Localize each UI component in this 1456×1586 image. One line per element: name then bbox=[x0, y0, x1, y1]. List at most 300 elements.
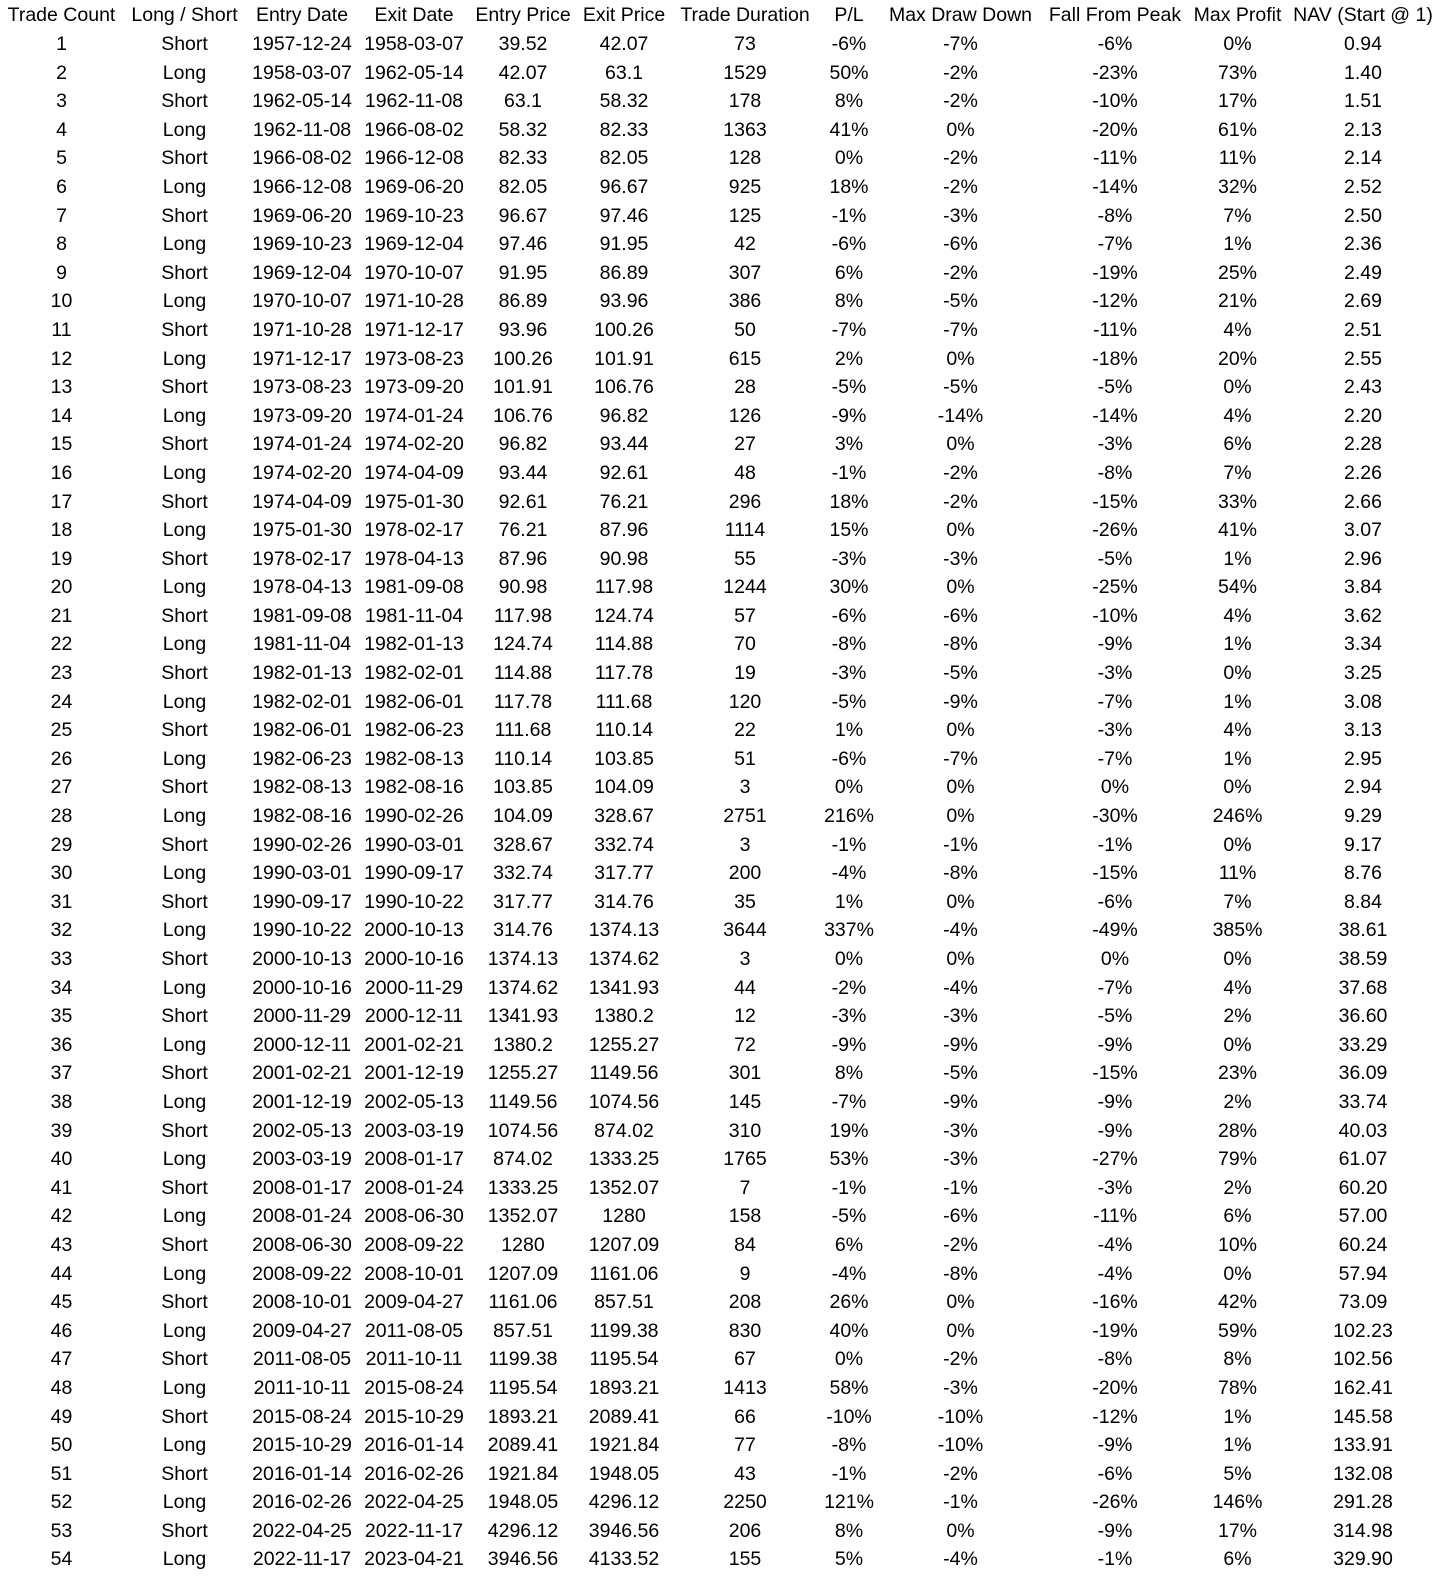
cell-nav: 2.52 bbox=[1344, 175, 1382, 198]
cell-nav: 60.24 bbox=[1338, 1233, 1388, 1256]
cell-nav: 1.40 bbox=[1344, 61, 1382, 84]
cell-long-short: Short bbox=[161, 261, 208, 284]
cell-entry-date: 1978-02-17 bbox=[252, 547, 352, 570]
cell-entry-price: 4296.12 bbox=[487, 1519, 559, 1542]
cell-max-draw-down: -6% bbox=[943, 233, 978, 256]
cell-max-profit: 7% bbox=[1223, 890, 1252, 913]
cell-trade-count: 3 bbox=[56, 90, 67, 113]
table-row bbox=[0, 373, 1440, 402]
cell-max-draw-down: -9% bbox=[943, 1033, 978, 1056]
cell-entry-date: 1966-12-08 bbox=[252, 175, 352, 198]
cell-max-draw-down: -2% bbox=[943, 261, 978, 284]
cell-max-draw-down: 0% bbox=[946, 347, 975, 370]
cell-exit-price: 96.67 bbox=[599, 175, 649, 198]
cell-pl: 41% bbox=[829, 118, 869, 141]
table-row bbox=[0, 916, 1440, 945]
cell-pl: -2% bbox=[831, 976, 867, 999]
cell-max-draw-down: -9% bbox=[943, 690, 978, 713]
cell-exit-date: 1969-12-04 bbox=[364, 233, 464, 256]
cell-max-draw-down: 0% bbox=[946, 1291, 975, 1314]
cell-long-short: Long bbox=[162, 1090, 207, 1113]
cell-entry-price: 1893.21 bbox=[487, 1405, 559, 1428]
cell-trade-duration: 200 bbox=[728, 862, 762, 885]
cell-long-short: Short bbox=[161, 1405, 208, 1428]
table-row bbox=[0, 1488, 1440, 1517]
cell-trade-count: 46 bbox=[50, 1319, 73, 1342]
cell-pl: -1% bbox=[831, 204, 867, 227]
cell-entry-date: 1982-06-23 bbox=[252, 747, 352, 770]
cell-exit-date: 1974-01-24 bbox=[364, 404, 464, 427]
cell-entry-price: 1341.93 bbox=[487, 1005, 559, 1028]
cell-trade-count: 50 bbox=[50, 1434, 73, 1457]
cell-nav: 1.51 bbox=[1344, 90, 1382, 113]
cell-long-short: Long bbox=[162, 461, 207, 484]
table-row bbox=[0, 1260, 1440, 1289]
cell-trade-count: 28 bbox=[50, 805, 73, 828]
cell-exit-date: 2008-09-22 bbox=[364, 1233, 464, 1256]
cell-exit-price: 82.05 bbox=[599, 147, 649, 170]
cell-entry-price: 92.61 bbox=[498, 490, 548, 513]
cell-trade-count: 47 bbox=[50, 1348, 73, 1371]
cell-long-short: Long bbox=[162, 118, 207, 141]
table-row bbox=[0, 716, 1440, 745]
table-row bbox=[0, 945, 1440, 974]
cell-fall-from-peak: -3% bbox=[1097, 1176, 1133, 1199]
cell-trade-count: 11 bbox=[51, 318, 72, 341]
cell-entry-price: 1374.62 bbox=[487, 976, 559, 999]
cell-fall-from-peak: -20% bbox=[1092, 1376, 1138, 1399]
cell-entry-date: 2002-05-13 bbox=[252, 1119, 352, 1142]
cell-trade-duration: 9 bbox=[739, 1262, 751, 1285]
cell-trade-duration: 307 bbox=[728, 261, 762, 284]
cell-entry-date: 2011-10-11 bbox=[253, 1376, 351, 1399]
cell-trade-duration: 1765 bbox=[723, 1148, 767, 1171]
cell-exit-date: 2000-12-11 bbox=[364, 1005, 464, 1028]
cell-entry-date: 2008-01-24 bbox=[252, 1205, 352, 1228]
cell-max-profit: 1% bbox=[1223, 1405, 1252, 1428]
cell-entry-price: 82.05 bbox=[498, 175, 548, 198]
cell-max-draw-down: -2% bbox=[943, 461, 978, 484]
cell-nav: 2.49 bbox=[1344, 261, 1382, 284]
cell-trade-duration: 158 bbox=[728, 1205, 762, 1228]
table-row bbox=[0, 802, 1440, 831]
cell-exit-date: 1982-06-01 bbox=[364, 690, 464, 713]
cell-entry-price: 100.26 bbox=[493, 347, 553, 370]
cell-entry-date: 1990-03-01 bbox=[252, 862, 352, 885]
cell-entry-date: 1982-06-01 bbox=[252, 719, 352, 742]
cell-pl: -3% bbox=[831, 662, 867, 685]
cell-nav: 60.20 bbox=[1338, 1176, 1388, 1199]
cell-fall-from-peak: 0% bbox=[1100, 948, 1130, 970]
cell-long-short: Long bbox=[162, 1491, 207, 1514]
cell-exit-date: 1990-03-01 bbox=[364, 833, 464, 856]
table-row bbox=[0, 1117, 1440, 1146]
cell-max-draw-down: 0% bbox=[946, 433, 975, 456]
cell-entry-price: 874.02 bbox=[493, 1148, 553, 1171]
table-row bbox=[0, 545, 1440, 574]
cell-trade-duration: 44 bbox=[734, 976, 756, 999]
cell-fall-from-peak: -8% bbox=[1097, 204, 1133, 227]
cell-pl: 1% bbox=[834, 719, 864, 742]
cell-max-draw-down: -8% bbox=[943, 862, 978, 885]
cell-exit-price: 63.1 bbox=[605, 61, 643, 84]
cell-entry-price: 317.77 bbox=[493, 890, 553, 913]
table-body bbox=[0, 30, 1440, 1574]
cell-exit-price: 1161.06 bbox=[589, 1262, 659, 1285]
cell-nav: 133.91 bbox=[1333, 1434, 1393, 1457]
cell-max-draw-down: 0% bbox=[946, 1319, 975, 1342]
cell-trade-duration: 57 bbox=[734, 604, 756, 627]
cell-entry-price: 96.82 bbox=[498, 433, 548, 456]
cell-entry-date: 1966-08-02 bbox=[252, 147, 352, 170]
cell-exit-price: 92.61 bbox=[599, 461, 649, 484]
cell-max-profit: 61% bbox=[1217, 118, 1258, 141]
cell-exit-date: 2008-06-30 bbox=[364, 1205, 464, 1228]
cell-max-draw-down: -14% bbox=[937, 404, 984, 427]
cell-exit-date: 1974-04-09 bbox=[364, 461, 464, 484]
cell-fall-from-peak: -15% bbox=[1092, 490, 1138, 513]
cell-exit-price: 1380.2 bbox=[594, 1005, 654, 1028]
cell-fall-from-peak: -6% bbox=[1097, 1462, 1133, 1485]
column-header-long-short: Long / Short bbox=[131, 4, 238, 26]
cell-max-draw-down: -3% bbox=[943, 1376, 978, 1399]
cell-nav: 73.09 bbox=[1338, 1291, 1388, 1314]
cell-trade-duration: 66 bbox=[734, 1405, 756, 1428]
cell-long-short: Long bbox=[162, 1033, 207, 1056]
cell-trade-duration: 1114 bbox=[724, 519, 766, 542]
cell-pl: -3% bbox=[831, 1005, 867, 1028]
cell-max-profit: 4% bbox=[1223, 719, 1252, 742]
cell-fall-from-peak: -7% bbox=[1097, 976, 1133, 999]
cell-max-profit: 0% bbox=[1223, 1262, 1252, 1285]
cell-entry-date: 2016-01-14 bbox=[252, 1462, 352, 1485]
cell-exit-price: 100.26 bbox=[594, 318, 654, 341]
cell-fall-from-peak: -7% bbox=[1097, 690, 1133, 713]
cell-trade-duration: 55 bbox=[734, 547, 756, 570]
cell-entry-date: 2022-11-17 bbox=[252, 1548, 352, 1571]
cell-pl: 18% bbox=[829, 490, 869, 513]
cell-long-short: Long bbox=[162, 862, 207, 885]
cell-exit-price: 1921.84 bbox=[588, 1434, 660, 1457]
cell-exit-date: 1973-08-23 bbox=[364, 347, 464, 370]
cell-entry-price: 110.14 bbox=[493, 747, 553, 770]
table-row bbox=[0, 173, 1440, 202]
cell-nav: 36.09 bbox=[1338, 1062, 1388, 1085]
cell-exit-date: 1971-12-17 bbox=[364, 318, 464, 341]
cell-nav: 132.08 bbox=[1333, 1462, 1393, 1485]
cell-exit-price: 101.91 bbox=[594, 347, 654, 370]
cell-entry-date: 1990-02-26 bbox=[252, 833, 352, 856]
cell-trade-duration: 301 bbox=[728, 1062, 762, 1085]
cell-pl: -7% bbox=[831, 318, 867, 341]
cell-max-profit: 1% bbox=[1223, 547, 1252, 570]
cell-exit-date: 1974-02-20 bbox=[364, 433, 464, 456]
cell-pl: -1% bbox=[831, 833, 867, 856]
cell-entry-date: 1981-11-04 bbox=[252, 633, 352, 656]
cell-pl: 216% bbox=[824, 805, 874, 828]
cell-exit-date: 1990-02-26 bbox=[364, 805, 464, 828]
cell-exit-price: 2089.41 bbox=[588, 1405, 660, 1428]
cell-nav: 3.13 bbox=[1344, 719, 1382, 742]
cell-max-draw-down: -2% bbox=[943, 90, 978, 113]
table-row bbox=[0, 87, 1440, 116]
cell-fall-from-peak: -9% bbox=[1097, 633, 1133, 656]
cell-exit-date: 1962-11-08 bbox=[364, 90, 464, 113]
table-row bbox=[0, 659, 1440, 688]
cell-exit-date: 1982-08-13 bbox=[364, 747, 464, 770]
cell-max-profit: 21% bbox=[1217, 290, 1258, 313]
cell-trade-count: 38 bbox=[50, 1090, 73, 1113]
cell-exit-date: 1969-06-20 bbox=[364, 175, 464, 198]
cell-exit-date: 1958-03-07 bbox=[364, 33, 464, 55]
cell-exit-price: 86.89 bbox=[599, 261, 649, 284]
cell-pl: 30% bbox=[829, 576, 869, 599]
cell-trade-count: 22 bbox=[50, 633, 73, 656]
column-header-nav: NAV (Start @ 1) bbox=[1293, 4, 1433, 26]
cell-nav: 2.36 bbox=[1344, 233, 1382, 256]
cell-entry-price: 63.1 bbox=[504, 90, 542, 113]
cell-entry-date: 2008-10-01 bbox=[252, 1291, 352, 1314]
cell-exit-date: 2000-10-13 bbox=[364, 919, 464, 942]
cell-entry-date: 1975-01-30 bbox=[252, 519, 352, 542]
cell-exit-price: 117.98 bbox=[594, 576, 654, 599]
cell-long-short: Short bbox=[161, 1291, 208, 1314]
cell-fall-from-peak: -9% bbox=[1097, 1090, 1133, 1113]
cell-pl: 0% bbox=[834, 1348, 864, 1371]
table-row bbox=[0, 30, 1440, 59]
cell-entry-price: 117.78 bbox=[493, 690, 553, 713]
cell-exit-price: 1255.27 bbox=[588, 1033, 660, 1056]
cell-exit-price: 1149.56 bbox=[589, 1062, 659, 1085]
column-header-trade-count: Trade Count bbox=[7, 4, 116, 26]
cell-trade-duration: 128 bbox=[728, 147, 762, 170]
cell-max-draw-down: 0% bbox=[946, 805, 975, 828]
cell-max-draw-down: 0% bbox=[946, 890, 975, 913]
cell-trade-duration: 1363 bbox=[723, 118, 767, 141]
cell-trade-count: 53 bbox=[50, 1519, 73, 1542]
cell-trade-count: 44 bbox=[50, 1262, 73, 1285]
cell-exit-price: 1333.25 bbox=[588, 1148, 660, 1171]
cell-trade-count: 18 bbox=[50, 519, 73, 542]
table-row bbox=[0, 144, 1440, 173]
cell-exit-price: 42.07 bbox=[599, 33, 649, 55]
cell-trade-duration: 3644 bbox=[723, 919, 767, 942]
cell-trade-count: 12 bbox=[50, 347, 73, 370]
cell-fall-from-peak: -27% bbox=[1092, 1148, 1138, 1171]
cell-entry-date: 2001-02-21 bbox=[252, 1062, 352, 1085]
cell-pl: 121% bbox=[824, 1491, 874, 1514]
cell-fall-from-peak: -4% bbox=[1097, 1233, 1133, 1256]
cell-entry-date: 1974-01-24 bbox=[252, 433, 352, 456]
cell-fall-from-peak: -5% bbox=[1097, 547, 1133, 570]
cell-exit-date: 2008-01-24 bbox=[364, 1176, 464, 1199]
cell-nav: 162.41 bbox=[1333, 1376, 1393, 1399]
cell-max-profit: 4% bbox=[1223, 318, 1252, 341]
cell-exit-price: 1374.62 bbox=[588, 948, 660, 970]
header-row bbox=[0, 0, 1440, 30]
table-row bbox=[0, 888, 1440, 917]
cell-nav: 2.55 bbox=[1344, 347, 1382, 370]
cell-max-profit: 1% bbox=[1223, 633, 1252, 656]
cell-long-short: Short bbox=[161, 1119, 208, 1142]
cell-entry-price: 82.33 bbox=[498, 147, 548, 170]
cell-entry-price: 91.95 bbox=[498, 261, 548, 284]
cell-max-draw-down: -10% bbox=[937, 1434, 984, 1457]
column-header-trade-duration: Trade Duration bbox=[680, 4, 810, 26]
cell-trade-count: 15 bbox=[50, 433, 73, 456]
cell-fall-from-peak: -15% bbox=[1092, 862, 1138, 885]
cell-pl: -5% bbox=[831, 376, 867, 399]
cell-long-short: Short bbox=[161, 1462, 208, 1485]
cell-nav: 102.56 bbox=[1333, 1348, 1393, 1371]
cell-fall-from-peak: -5% bbox=[1097, 1005, 1133, 1028]
cell-fall-from-peak: -1% bbox=[1097, 1548, 1133, 1571]
cell-entry-price: 101.91 bbox=[493, 376, 553, 399]
cell-entry-price: 106.76 bbox=[493, 404, 553, 427]
cell-entry-date: 2016-02-26 bbox=[252, 1491, 352, 1514]
cell-max-draw-down: -7% bbox=[943, 318, 978, 341]
cell-entry-date: 2001-12-19 bbox=[252, 1090, 352, 1113]
cell-exit-date: 1982-08-16 bbox=[364, 776, 464, 799]
cell-trade-count: 41 bbox=[50, 1176, 73, 1199]
cell-pl: 26% bbox=[829, 1291, 869, 1314]
cell-long-short: Long bbox=[162, 175, 207, 198]
cell-long-short: Short bbox=[161, 604, 208, 627]
table-row bbox=[0, 773, 1440, 802]
cell-max-draw-down: -8% bbox=[943, 633, 978, 656]
table-row bbox=[0, 573, 1440, 602]
cell-trade-duration: 2250 bbox=[723, 1491, 767, 1514]
cell-fall-from-peak: -3% bbox=[1097, 662, 1133, 685]
cell-pl: -1% bbox=[831, 1462, 867, 1485]
cell-pl: -6% bbox=[831, 604, 867, 627]
cell-long-short: Short bbox=[161, 1233, 208, 1256]
table-row bbox=[0, 1088, 1440, 1117]
cell-entry-date: 1982-08-13 bbox=[252, 776, 352, 799]
cell-fall-from-peak: -26% bbox=[1092, 519, 1138, 542]
cell-max-draw-down: 0% bbox=[946, 776, 975, 799]
cell-fall-from-peak: -11% bbox=[1092, 1205, 1138, 1228]
cell-max-draw-down: -4% bbox=[943, 1548, 978, 1571]
cell-max-profit: 23% bbox=[1217, 1062, 1258, 1085]
cell-max-profit: 4% bbox=[1223, 604, 1252, 627]
cell-max-profit: 6% bbox=[1223, 1205, 1252, 1228]
cell-pl: -9% bbox=[831, 1033, 867, 1056]
cell-long-short: Short bbox=[161, 204, 208, 227]
cell-pl: 5% bbox=[834, 1548, 864, 1571]
cell-exit-date: 1978-02-17 bbox=[364, 519, 464, 542]
cell-pl: 3% bbox=[834, 433, 864, 456]
cell-fall-from-peak: -10% bbox=[1092, 90, 1138, 113]
table-row bbox=[0, 430, 1440, 459]
cell-pl: -6% bbox=[831, 233, 867, 256]
cell-max-profit: 42% bbox=[1217, 1291, 1258, 1314]
cell-long-short: Long bbox=[162, 347, 207, 370]
cell-trade-count: 33 bbox=[50, 948, 73, 970]
cell-trade-duration: 1413 bbox=[723, 1376, 767, 1399]
cell-exit-date: 1981-09-08 bbox=[364, 576, 464, 599]
cell-exit-price: 96.82 bbox=[599, 404, 649, 427]
cell-max-draw-down: -2% bbox=[943, 490, 978, 513]
cell-entry-price: 1280 bbox=[501, 1233, 545, 1256]
cell-pl: -1% bbox=[831, 461, 867, 484]
cell-trade-duration: 925 bbox=[728, 175, 762, 198]
cell-long-short: Long bbox=[162, 633, 207, 656]
cell-fall-from-peak: -9% bbox=[1097, 1033, 1133, 1056]
table-row bbox=[0, 459, 1440, 488]
cell-nav: 33.74 bbox=[1338, 1090, 1388, 1113]
cell-long-short: Short bbox=[161, 1519, 208, 1542]
cell-max-profit: 11% bbox=[1218, 862, 1257, 885]
cell-trade-duration: 155 bbox=[728, 1548, 762, 1571]
cell-pl: -8% bbox=[831, 1434, 867, 1457]
cell-max-profit: 0% bbox=[1223, 948, 1252, 970]
cell-exit-price: 328.67 bbox=[594, 805, 654, 828]
cell-entry-price: 104.09 bbox=[493, 805, 553, 828]
cell-trade-count: 4 bbox=[56, 118, 67, 141]
cell-nav: 2.51 bbox=[1344, 318, 1382, 341]
cell-long-short: Long bbox=[162, 1548, 207, 1571]
column-header-max-draw-down: Max Draw Down bbox=[888, 4, 1033, 26]
cell-trade-count: 42 bbox=[50, 1205, 73, 1228]
cell-pl: -3% bbox=[831, 547, 867, 570]
cell-trade-count: 34 bbox=[50, 976, 73, 999]
cell-max-profit: 11% bbox=[1218, 147, 1257, 170]
cell-max-profit: 28% bbox=[1217, 1119, 1258, 1142]
table-row bbox=[0, 345, 1440, 374]
cell-max-draw-down: -3% bbox=[943, 1005, 978, 1028]
cell-entry-date: 1982-02-01 bbox=[252, 690, 352, 713]
table-row bbox=[0, 1174, 1440, 1203]
table-row bbox=[0, 1288, 1440, 1317]
cell-exit-price: 93.96 bbox=[599, 290, 649, 313]
cell-long-short: Short bbox=[161, 318, 208, 341]
cell-exit-price: 1374.13 bbox=[588, 919, 660, 942]
cell-entry-date: 1990-10-22 bbox=[252, 919, 352, 942]
cell-trade-duration: 615 bbox=[728, 347, 762, 370]
cell-long-short: Short bbox=[161, 948, 208, 970]
cell-max-draw-down: -7% bbox=[943, 33, 978, 55]
cell-nav: 57.94 bbox=[1338, 1262, 1388, 1285]
cell-entry-price: 1207.09 bbox=[487, 1262, 559, 1285]
cell-trade-count: 39 bbox=[50, 1119, 73, 1142]
cell-max-profit: 20% bbox=[1217, 347, 1258, 370]
table-row bbox=[0, 1002, 1440, 1031]
cell-pl: -6% bbox=[831, 747, 867, 770]
cell-entry-price: 1921.84 bbox=[487, 1462, 559, 1485]
cell-max-profit: 2% bbox=[1223, 1005, 1252, 1028]
cell-exit-price: 1195.54 bbox=[589, 1348, 659, 1371]
cell-max-profit: 17% bbox=[1217, 90, 1258, 113]
cell-long-short: Long bbox=[162, 233, 207, 256]
cell-nav: 57.00 bbox=[1338, 1205, 1388, 1228]
cell-fall-from-peak: -6% bbox=[1097, 33, 1133, 55]
cell-max-draw-down: -9% bbox=[943, 1090, 978, 1113]
cell-fall-from-peak: -8% bbox=[1097, 461, 1133, 484]
cell-exit-price: 332.74 bbox=[594, 833, 654, 856]
cell-entry-price: 86.89 bbox=[498, 290, 548, 313]
cell-pl: 6% bbox=[834, 1233, 864, 1256]
cell-trade-duration: 145 bbox=[728, 1090, 762, 1113]
cell-exit-date: 2011-10-11 bbox=[365, 1348, 463, 1371]
cell-fall-from-peak: -26% bbox=[1092, 1491, 1138, 1514]
cell-entry-date: 2000-10-16 bbox=[252, 976, 352, 999]
cell-pl: 8% bbox=[834, 1519, 864, 1542]
cell-exit-date: 2003-03-19 bbox=[364, 1119, 464, 1142]
cell-nav: 3.62 bbox=[1344, 604, 1382, 627]
cell-entry-price: 124.74 bbox=[493, 633, 553, 656]
cell-max-profit: 7% bbox=[1223, 461, 1252, 484]
